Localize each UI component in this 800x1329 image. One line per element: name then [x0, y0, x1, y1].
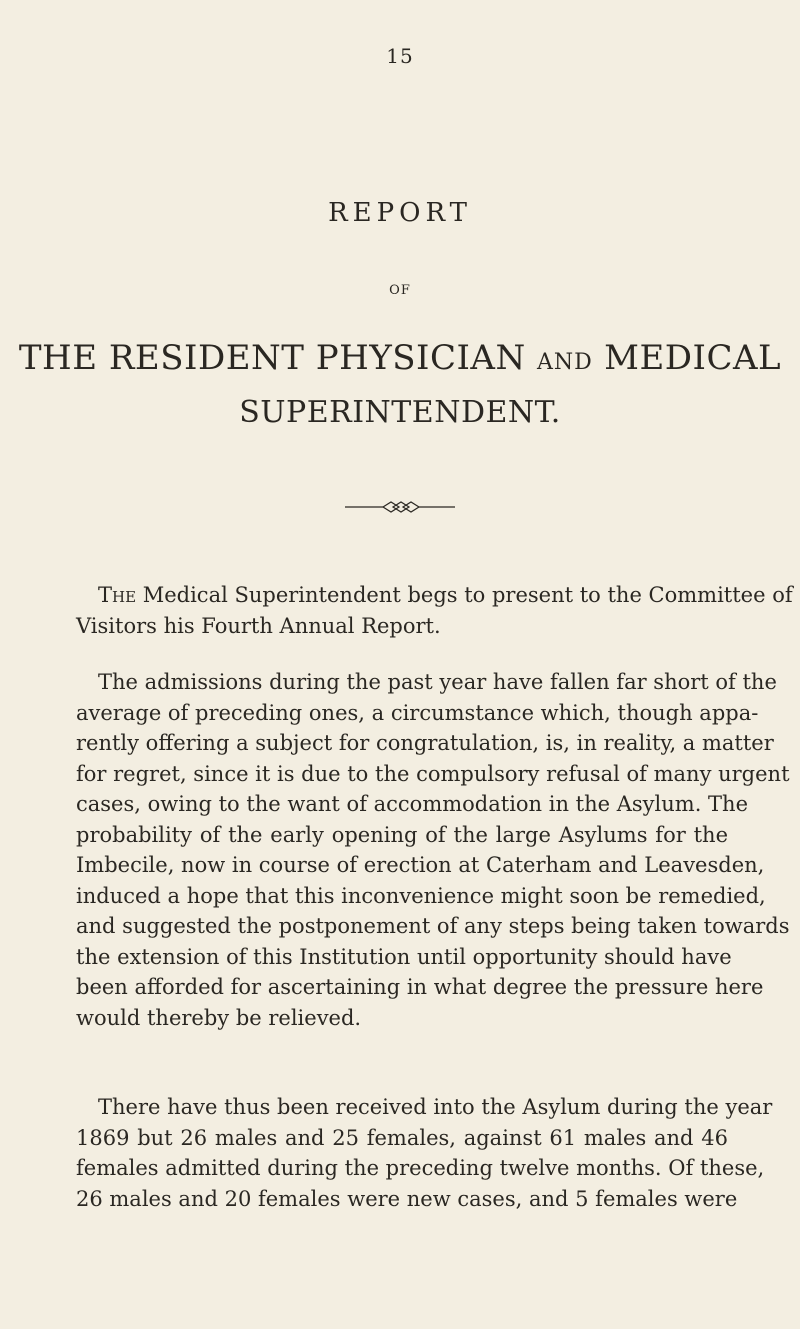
heading-of: OF	[389, 283, 411, 298]
paragraph-line: Imbecile, now in course of erection at Caterham and Leavesden,	[76, 853, 765, 877]
paragraph-line: for regret, since it is due to the compulsory refusal of many urgent	[76, 761, 790, 786]
small-caps-lead: The	[98, 583, 137, 607]
heading-title-part1: THE RESIDENT PHYSICIAN	[18, 338, 526, 378]
paragraph-line: rently offering a subject for congratulation, is, in reality, a matter	[76, 731, 774, 755]
paragraph-line: Visitors his Fourth Annual Report.	[76, 613, 441, 638]
heading-title	[0, 338, 800, 378]
paragraph-line: the extension of this Institution until opportunity should have	[76, 944, 732, 969]
paragraph-line: induced a hope that this inconvenience might soon be remedied,	[76, 883, 766, 908]
paragraph-line: would thereby be relieved.	[76, 1005, 362, 1030]
paragraph-line: There have thus been received into the Asylum during the year	[98, 1095, 773, 1119]
paragraph-3	[76, 1092, 773, 1214]
paragraph-line: 1869 but 26 males and 25 females, against 61 males and 46	[76, 1125, 728, 1150]
paragraph-line: probability of the early opening of the large Asylums for the	[76, 822, 728, 847]
paragraph-line: females admitted during the preceding twelve months. Of these,	[76, 1156, 765, 1180]
paragraph-line: average of preceding ones, a circumstance which, though appa-	[76, 700, 759, 725]
page-number: 15	[386, 44, 414, 68]
heading-title-part2: MEDICAL	[604, 338, 782, 378]
paragraph-line: and suggested the postponement of any steps being taken towards	[76, 914, 790, 938]
paragraph-2	[76, 667, 790, 1033]
paragraph-line: cases, owing to the want of accommodation in the Asylum. The	[76, 792, 749, 816]
heading-subtitle: SUPERINTENDENT.	[239, 395, 561, 430]
paragraph-line: The Medical Superintendent begs to present to the Committee of	[98, 583, 793, 607]
paragraph-line: been afforded for ascertaining in what degree the pressure here	[76, 975, 764, 999]
paragraph-line: 26 males and 20 females were new cases, and 5 females were	[76, 1186, 738, 1211]
heading-title-and: AND	[537, 350, 593, 375]
paragraph-1	[76, 580, 793, 641]
ornamental-divider	[345, 500, 455, 514]
heading-report: REPORT	[328, 198, 472, 228]
paragraph-line: The admissions during the past year have fallen far short of the	[98, 670, 777, 694]
